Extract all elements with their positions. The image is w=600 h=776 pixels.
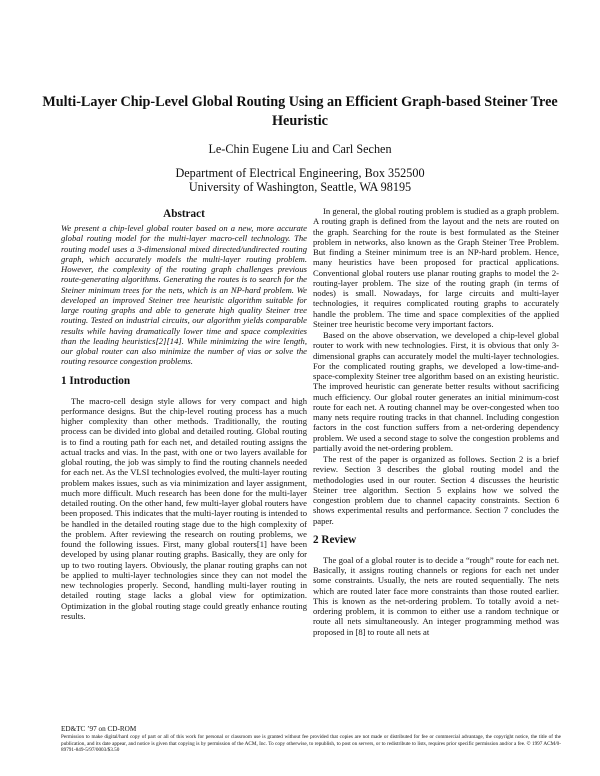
paragraph: In general, the global routing problem is studied as a graph problem. A routing graph is defined from the layout and the nets are routed on the graph. Searching for the route is best formulated as the Steiner problem in networks, also known as the Graph Steiner Tree Problem. But finding a Steiner minimum tree is an NP-hard problem. Hence, many heuristics have been proposed for practical applications. Conventional global routers use planar routing graphs to model the 2-routing-layer problem. The size of the routing graph (in terms of nodes) is small. Nowadays, for large circuits and multi-layer technologies, it requires complicated routing graphs to accurately handle the problem. The time and space complexities of the applied Steiner tree heuristic become very important factors. <box>313 206 559 329</box>
paragraph: The rest of the paper is organized as follows. Section 2 is a brief review. Section 3 describes the global routing model and the methodologies used in our router. Section 4 discusses the heuristic Steiner tree algorithm. Section 5 explains how we solved the congestion problem due to channel capacity constraints. Section 6 shows experimental results and performance. Section 7 concludes the paper. <box>313 454 559 526</box>
affiliation-line: University of Washington, Seattle, WA 98195 <box>188 180 412 195</box>
paper-authors: Le-Chin Eugene Liu and Carl Sechen <box>208 142 392 156</box>
section-heading-introduction: 1 Introduction <box>61 374 131 387</box>
abstract-heading: Abstract <box>163 208 205 220</box>
paragraph: Based on the above observation, we developed a chip-level global router to work with new technologies. First, it is obvious that only 3-dimensional graphs can accurately model the multi-layer technologies. For the complicated routing graphs, we developed a low-time-and-space-complexity Steiner tree algorithm based on an existing heuristic. The improved heuristic can generate better results without sacrificing much efficiency. Our global router generates an initial minimum-cost route for each net. A routing channel may be over-congested when too many nets require routing tracks in that channel. Including congestion factors in the cost function suffers from a net-ordering dependency problem. We used a second stage to solve the congestion problems and partially avoid the net-ordering problem. <box>313 330 559 453</box>
left-column <box>61 206 307 621</box>
abstract-text: We present a chip-level global router based on a new, more accurate global routing model for the multi-layer macro-cell technology. The routing model uses a 3-dimensional mixed directed/undirected routing graph, which accurately models the multi-layer routing problem. However, the complexity of the routing graph challenges previous route-generating algorithms. Generating the routes is to search for the Steiner minimum trees for the nets, which is an NP-hard problem. We developed an improved Steiner tree heuristic algorithm suitable for large routing graphs and able to generate high quality Steiner tree routing. Tested on industrial circuits, our algorithm yields comparable results while having dramatically lower time and space complexities than the leading heuristics[2][14]. While minimizing the wire length, our global router can also minimize the number of vias or solve the routing resource congestion problems. <box>61 223 307 367</box>
copyright-notice: Permission to make digital/hard copy of part or all of this work for personal or classroom use is granted without fee provided that copies are not made or distributed for fee or commercial advantage, the copyright notice, the title of the publication, and its date appear, and notice is given that copying is by permission of the ACM, Inc. To copy otherwise, to republish, to post on servers, or to redistribute to lists, requires prior specific permission and/or a fee. © 1997 ACM/0-89791-849-5/97/0003/$3.50 <box>61 734 561 754</box>
footer <box>61 725 561 754</box>
conference-name: ED&TC ’97 on CD-ROM <box>61 725 137 733</box>
affiliation <box>0 166 600 195</box>
paragraph: The macro-cell design style allows for very compact and high performance designs. But the chip-level routing process has a much higher complexity than other methods. Traditionally, the routing process can be divided into global and detailed routing. Global routing is to find a routing path for each net, and detailed routing assigns the actual tracks and vias. In the past, with one or two layers available for global routing, the job was simply to find the routing channels needed for each net. As the VLSI technologies evolved, the multi-layer routing problem makes issues, such as via minimization and layer assignment, much more difficult. Much research has been done for the multi-layer detailed routing. On the other hand, few multi-layer global routers have been proposed. This indicates that the multi-layer routing is intended to be handled in the detailed routing stage due to the high complexity of the problem. After reviewing the research on routing problems, we found the following issues. First, many global routers[1] have been developed by using planar routing graphs. Basically, they are only for up to two routing layers. Obviously, the planar routing graphs can not be applied to multi-layer technologies since they can not model the new technologies properly. Second, handling multi-layer routing in detailed routing stage lacks a global view for optimization. Optimization in the global routing stage could greatly enhance routing results. <box>61 395 307 621</box>
right-column <box>313 206 559 637</box>
affiliation-line: Department of Electrical Engineering, Box 352500 <box>175 166 425 180</box>
section-heading-review: 2 Review <box>313 533 357 546</box>
paper-title: Multi-Layer Chip-Level Global Routing Using an Efficient Graph-based Steiner Tree Heuristic <box>42 94 558 129</box>
paragraph: The goal of a global router is to decide a “rough” route for each net. Basically, it assigns routing channels or regions for each net under some constraints. Usually, the nets are routed sequentially. The nets which are routed later face more constraints than those routed earlier. This is known as the net-ordering problem. To totally avoid a net-ordering problem, it is common to either use a random technique or route all nets simultaneously. An integer programming method was proposed in [8] to route all nets at <box>313 554 559 637</box>
